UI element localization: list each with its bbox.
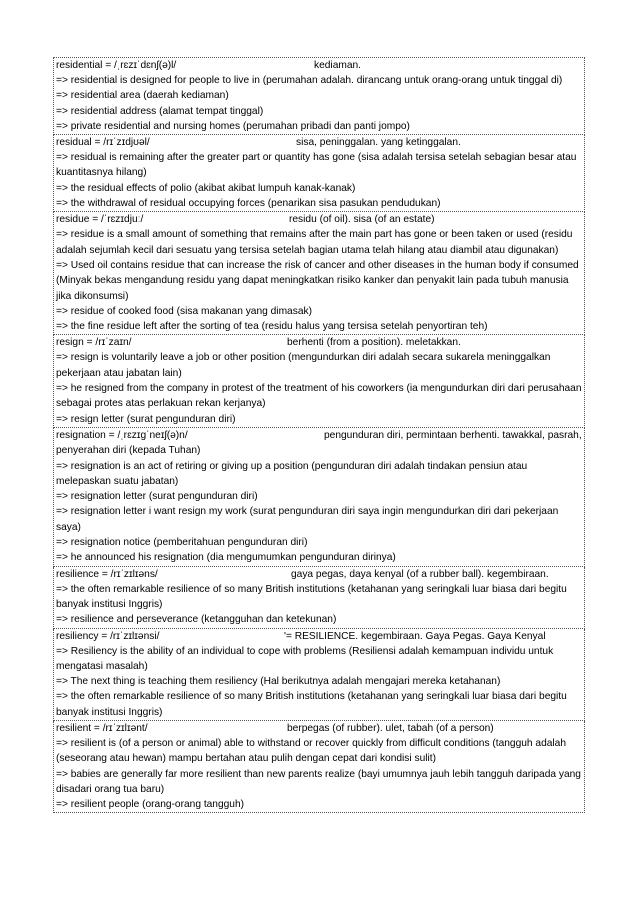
entry-term: resiliency = /rɪˈzɪlɪənsi/ <box>56 630 160 642</box>
entry-line: => he resigned from the company in protest of the treatment of his coworkers (ia mengundurkan diri dari perusahaan sebagai protes atas perlakuan rekan kerjanya) <box>56 383 582 410</box>
entry-header <box>54 212 584 227</box>
entry-meaning: residu (of oil). sisa (of an estate) <box>289 214 435 226</box>
entry-line: => resignation notice (pemberitahuan pengunduran diri) <box>56 537 308 549</box>
entry-header <box>54 629 584 644</box>
entry-residue <box>53 212 585 335</box>
entry-meaning: gaya pegas, daya kenyal (of a rubber ball). kegembiraan. <box>291 568 549 580</box>
entry-resiliency <box>53 629 585 721</box>
entry-line: => residential address (alamat tempat tinggal) <box>56 105 264 117</box>
entry-term: resilient = /rɪˈzɪlɪənt/ <box>56 722 148 734</box>
entry-meaning: pengunduran diri, permintaan berhenti. tawakkal, pasrah, penyerahan diri (kepada Tuhan) <box>56 429 582 457</box>
entry-line: => resign letter (surat pengunduran diri) <box>56 413 236 425</box>
entry-line: => resilient is (of a person or animal) able to withstand or recover quickly from difficult conditions (tangguh adalah (seseorang atau hewan) mampu bertahan atau pulih dengan cepat dari kondisi sulit) <box>56 737 567 765</box>
entry-resign <box>53 335 585 427</box>
entry-term: residual = /rɪˈzɪdjʊəl/ <box>56 137 150 149</box>
entry-line: => Resiliency is the ability of an individual to cope with problems (Resiliensi adalah kemampuan individu untuk mengatasi masalah) <box>56 645 554 672</box>
entry-line: => residue of cooked food (sisa makanan yang dimasak) <box>56 305 312 317</box>
entry-line: => the often remarkable resilience of so many British institutions (ketahanan yang seringkali luar biasa dari begitu banyak institusi Inggris) <box>56 583 567 610</box>
entry-term: resign = /rɪˈzaɪn/ <box>56 337 132 349</box>
entry-line: => the withdrawal of residual occupying forces (penarikan sisa pasukan pendudukan) <box>56 198 441 210</box>
entry-line: => residual is remaining after the greater part or quantity has gone (sisa adalah tersisa setelah sebagian besar atau kuantitasnya hilang) <box>56 152 577 179</box>
entry-term: resignation = /ˌrɛzɪɡˈneɪʃ(ə)n/ <box>56 429 188 441</box>
entry-header <box>54 335 584 350</box>
entry-term: resilience = /rɪˈzɪlɪəns/ <box>56 568 158 580</box>
entry-line: => The next thing is teaching them resiliency (Hal berikutnya adalah mengajari mereka ketahanan) <box>56 676 501 688</box>
entry-line: => the residual effects of polio (akibat akibat lumpuh kanak-kanak) <box>56 182 356 194</box>
entry-line: => resign is voluntarily leave a job or other position (mengundurkan diri adalah secara sukarela meninggalkan pekerjaan atau jabatan lain) <box>56 352 551 379</box>
entry-meaning: '= RESILIENCE. kegembiraan. Gaya Pegas. Gaya Kenyal <box>284 630 546 642</box>
entry-residual <box>53 135 585 212</box>
entry-line: => residue is a small amount of something that remains after the main part has gone or been taken or used (residu adalah sejumlah kecil dari sesuatu yang tersisa setelah bagian utama telah hilang atau diambil atau digunakan) <box>56 229 573 256</box>
entry-residential <box>53 57 585 135</box>
entry-term: residential = /ˌrɛzɪˈdɛnʃ(ə)l/ <box>56 60 177 71</box>
entry-line: => resilient people (orang-orang tangguh) <box>56 799 245 811</box>
entry-header <box>54 567 584 582</box>
entry-term: residue = /ˈrɛzɪdjuː/ <box>56 214 144 226</box>
entry-resilient <box>53 721 585 813</box>
entry-meaning: berpegas (of rubber). ulet, tabah (of a person) <box>287 722 494 734</box>
dictionary-document <box>53 57 585 813</box>
entry-line: => babies are generally far more resilient than new parents realize (bayi umumnya jauh lebih tangguh daripada yang disadari orang tua baru) <box>56 768 581 795</box>
entry-meaning: kediaman. <box>314 60 362 71</box>
entry-line: => he announced his resignation (dia mengumumkan pengunduran dirinya) <box>56 552 396 564</box>
entry-line: => resilience and perseverance (ketangguhan dan ketekunan) <box>56 614 337 626</box>
entry-line: => residential area (daerah kediaman) <box>56 90 229 102</box>
entry-line: => Used oil contains residue that can increase the risk of cancer and other diseases in the human body if consumed (Minyak bekas mengandung residu yang dapat meningkatkan risiko kanker dan penyakit lain pada tubuh manusia jika dikonsumsi) <box>56 259 579 302</box>
entry-resilience <box>53 567 585 629</box>
entry-line: => resignation letter (surat pengunduran diri) <box>56 491 258 503</box>
entry-meaning: berhenti (from a position). meletakkan. <box>287 337 461 349</box>
entry-header <box>54 428 584 459</box>
entry-line: => resignation is an act of retiring or giving up a position (pengunduran diri adalah tindakan pensiun atau melepaskan suatu jabatan) <box>56 460 528 487</box>
entry-line: => private residential and nursing homes (perumahan pribadi dan panti jompo) <box>56 120 410 132</box>
entry-meaning: sisa, peninggalan. yang ketinggalan. <box>296 137 461 149</box>
entry-line: => the often remarkable resilience of so many British institutions (ketahanan yang seringkali luar biasa dari begitu banyak institusi Inggris) <box>56 691 567 718</box>
entry-line: => residential is designed for people to live in (perumahan adalah. dirancang untuk orang-orang untuk tinggal di) <box>56 75 563 86</box>
entry-header <box>54 721 584 736</box>
entry-header <box>54 135 584 150</box>
entry-line: => the fine residue left after the sorting of tea (residu halus yang tersisa setelah penyortiran teh) <box>56 321 488 333</box>
entry-header <box>54 58 584 73</box>
entry-line: => resignation letter i want resign my work (surat pengunduran diri saya ingin mengundurkan diri dari pekerjaan saya) <box>56 506 559 533</box>
entry-resignation <box>53 428 585 567</box>
